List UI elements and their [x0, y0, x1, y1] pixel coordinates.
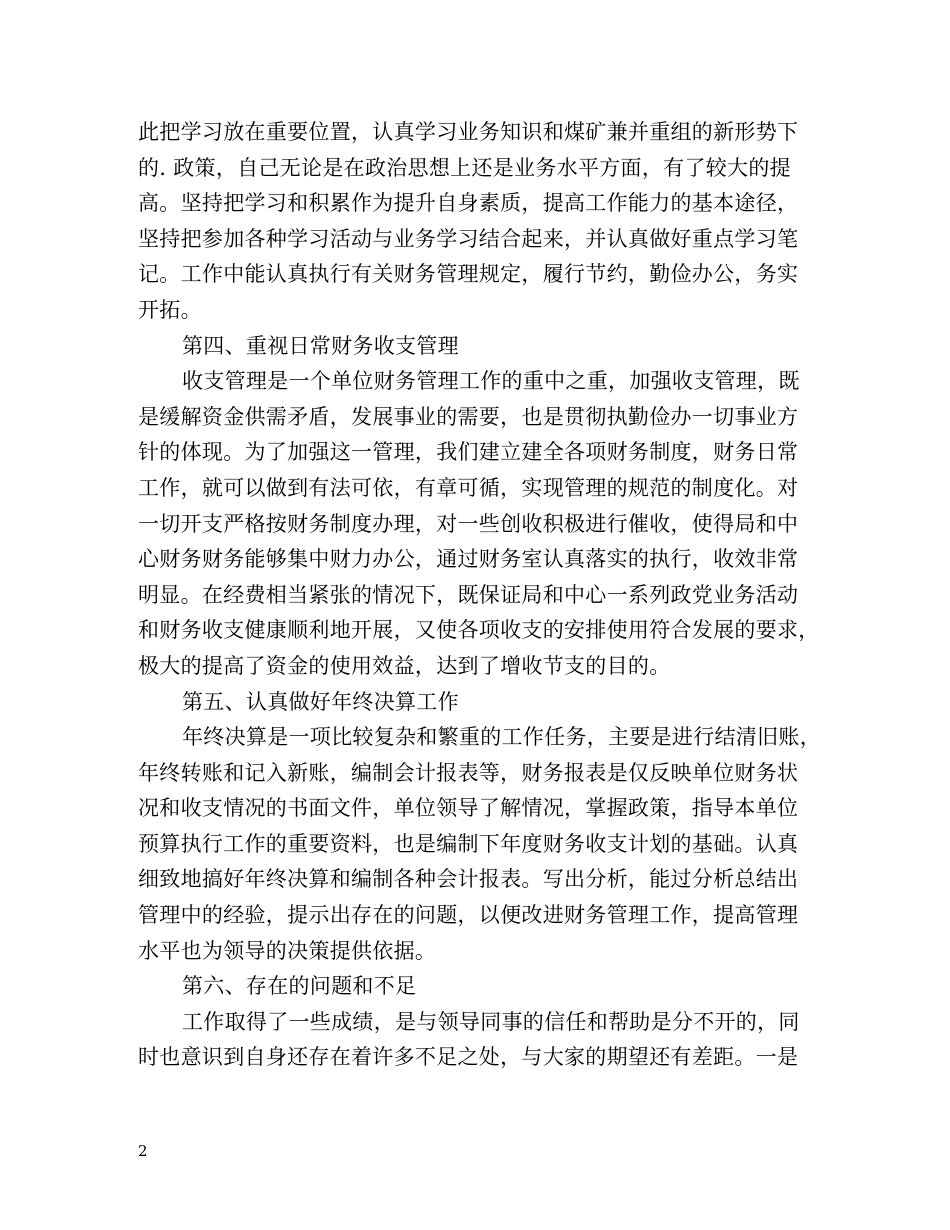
text-line: 开拓。 [138, 297, 202, 322]
text-line: 极大的提高了资金的使用效益，达到了增收节支的目的。 [138, 653, 671, 678]
text-line: 心财务财务能够集中财力办公，通过财务室认真落实的执行，收效非常 [138, 547, 799, 572]
text-line: 的. 政策，自己无论是在政治思想上还是业务水平方面，有了较大的提 [138, 155, 791, 180]
text-line: 和财务收支健康顺利地开展，又使各项收支的安排使用符合发展的要求， [138, 618, 820, 643]
paragraph-first-line: 第四、重视日常财务收支管理 [182, 333, 459, 358]
text-line: 预算执行工作的重要资料，也是编制下年度财务收支计划的基础。认真 [138, 831, 799, 856]
text-line: 水平也为领导的决策提供依据。 [138, 938, 437, 963]
text-line: 高。坚持把学习和积累作为提升自身素质，提高工作能力的基本途径， [138, 191, 799, 216]
text-line: 年终转账和记入新账，编制会计报表等，财务报表是仅反映单位财务状 [138, 760, 799, 785]
paragraph-first-line: 第六、存在的问题和不足 [182, 974, 417, 999]
text-line: 时也意识到自身还存在着许多不足之处，与大家的期望还有差距。一是 [138, 1045, 799, 1070]
text-line: 坚持把参加各种学习活动与业务学习结合起来，并认真做好重点学习笔 [138, 226, 799, 251]
text-line: 针的体现。为了加强这一管理，我们建立建全各项财务制度，财务日常 [138, 440, 799, 465]
text-line: 明显。在经费相当紧张的情况下，既保证局和中心一系列政党业务活动 [138, 582, 799, 607]
text-line: 记。工作中能认真执行有关财务管理规定，履行节约，勤俭办公，务实 [138, 262, 799, 287]
paragraph-first-line: 收支管理是一个单位财务管理工作的重中之重，加强收支管理，既 [182, 369, 800, 394]
page-number: 2 [138, 1142, 148, 1160]
text-line: 工作，就可以做到有法可依，有章可循，实现管理的规范的制度化。对 [138, 475, 799, 500]
paragraph-first-line: 年终决算是一项比较复杂和繁重的工作任务，主要是进行结清旧账， [182, 725, 821, 750]
paragraph-first-line: 工作取得了一些成绩，是与领导同事的信任和帮助是分不开的，同 [182, 1009, 800, 1034]
text-line: 况和收支情况的书面文件，单位领导了解情况，掌握政策，指导本单位 [138, 796, 799, 821]
text-line: 是缓解资金供需矛盾，发展事业的需要，也是贯彻执勤俭办一切事业方 [138, 404, 799, 429]
text-line: 细致地搞好年终决算和编制各种会计报表。写出分析，能过分析总结出 [138, 867, 799, 892]
text-line: 一切开支严格按财务制度办理，对一些创收积极进行催收，使得局和中 [138, 511, 799, 536]
document-body [138, 115, 828, 1076]
text-line: 此把学习放在重要位置，认真学习业务知识和煤矿兼并重组的新形势下 [138, 120, 799, 144]
paragraph-first-line: 第五、认真做好年终决算工作 [182, 689, 459, 714]
text-line: 管理中的经验，提示出存在的问题，以便改进财务管理工作，提高管理 [138, 903, 799, 928]
